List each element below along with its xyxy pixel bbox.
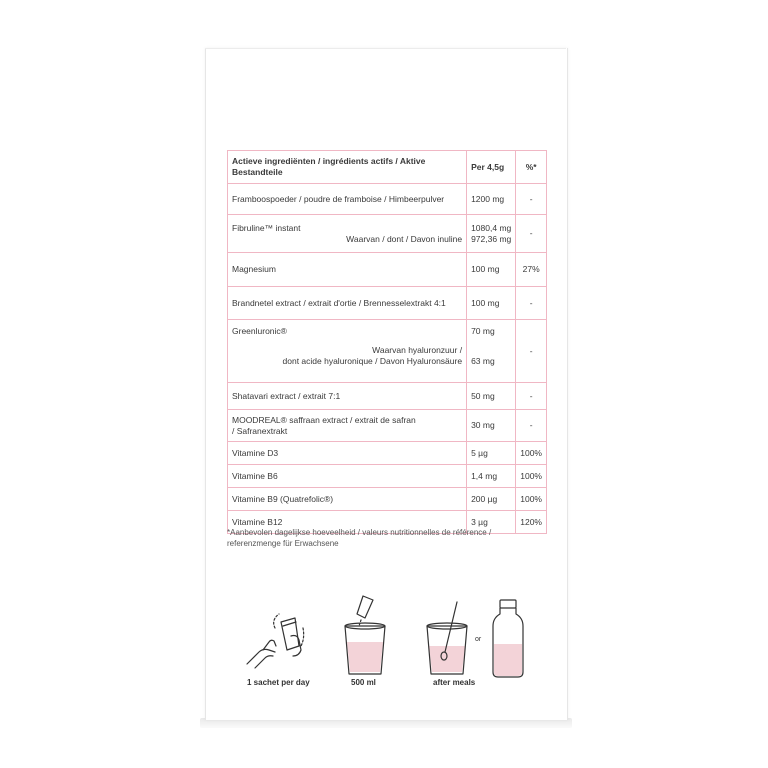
row-name bbox=[228, 410, 467, 442]
nutrition-table bbox=[227, 150, 547, 534]
row-percent: - bbox=[516, 184, 547, 215]
header-amount: Per 4,5g bbox=[467, 151, 516, 184]
tear-sachet-icon bbox=[241, 606, 307, 674]
table-row bbox=[228, 383, 547, 410]
glass-water-icon bbox=[337, 592, 393, 678]
row-sub-amount: 63 mg bbox=[471, 356, 495, 366]
row-percent: 100% bbox=[516, 465, 547, 488]
row-sub-amount: 972,36 mg bbox=[471, 233, 512, 244]
row-name: Magnesium bbox=[228, 253, 467, 287]
row-name: Vitamine D3 bbox=[228, 442, 467, 465]
row-name: Framboospoeder / poudre de framboise / Himbeerpulver bbox=[228, 184, 467, 215]
table-row bbox=[228, 465, 547, 488]
table-row bbox=[228, 184, 547, 215]
footnote bbox=[227, 527, 537, 549]
row-main-amount: 1080,4 mg bbox=[471, 222, 512, 233]
table-row bbox=[228, 215, 547, 253]
row-name: Shatavari extract / extrait 7:1 bbox=[228, 383, 467, 410]
row-percent: 120% bbox=[516, 511, 547, 534]
row-main-name: Greenluronic® bbox=[232, 326, 287, 336]
table-row bbox=[228, 320, 547, 383]
row-sub-name: dont acide hyaluronique / Davon Hyaluronsäure bbox=[282, 356, 463, 366]
row-amount: 1200 mg bbox=[467, 184, 516, 215]
row-amount: 100 mg bbox=[467, 287, 516, 320]
table-row bbox=[228, 410, 547, 442]
row-percent: 27% bbox=[516, 253, 547, 287]
usage-instructions bbox=[227, 592, 547, 702]
row-main-name: Fibruline™ instant bbox=[232, 222, 301, 233]
row-percent: - bbox=[516, 287, 547, 320]
row-percent: - bbox=[516, 320, 547, 383]
header-ingredient: Actieve ingrediënten / ingrédients actifs / Aktive Bestandteile bbox=[228, 151, 467, 184]
row-amount: 100 mg bbox=[467, 253, 516, 287]
row-sub-name: Waarvan hyaluronzuur / bbox=[372, 345, 463, 355]
box-top-edge bbox=[205, 48, 566, 49]
footnote-line: *Aanbevolen dagelijkse hoeveelheid / valeurs nutritionnelles de référence / bbox=[227, 528, 492, 537]
or-label: or bbox=[475, 636, 482, 643]
row-name-line: / Safranextrakt bbox=[232, 425, 288, 436]
step-sachet-label: 1 sachet per day bbox=[247, 678, 310, 687]
row-amount: 200 µg bbox=[467, 488, 516, 511]
row-main-amount: 70 mg bbox=[471, 326, 495, 336]
row-name: Vitamine B6 bbox=[228, 465, 467, 488]
header-percent: %* bbox=[516, 151, 547, 184]
footnote-line: referenzmenge für Erwachsene bbox=[227, 539, 339, 548]
row-percent: 100% bbox=[516, 488, 547, 511]
row-name bbox=[228, 320, 467, 383]
row-amount: 5 µg bbox=[467, 442, 516, 465]
row-percent: - bbox=[516, 410, 547, 442]
row-name: Vitamine B9 (Quatrefolic®) bbox=[228, 488, 467, 511]
row-amount: 1,4 mg bbox=[467, 465, 516, 488]
table-row bbox=[228, 488, 547, 511]
row-amount bbox=[467, 215, 516, 253]
row-name: Brandnetel extract / extrait d'ortie / Brennesselextrakt 4:1 bbox=[228, 287, 467, 320]
row-name: Vitamine B12 bbox=[228, 511, 467, 534]
row-amount: 30 mg bbox=[467, 410, 516, 442]
row-percent: 100% bbox=[516, 442, 547, 465]
table-row bbox=[228, 287, 547, 320]
row-amount: 50 mg bbox=[467, 383, 516, 410]
row-amount: 3 µg bbox=[467, 511, 516, 534]
table-row bbox=[228, 253, 547, 287]
step-volume-label: 500 ml bbox=[351, 678, 376, 687]
table-header-row bbox=[228, 151, 547, 184]
table-row bbox=[228, 442, 547, 465]
row-amount bbox=[467, 320, 516, 383]
step-meals-label: after meals bbox=[433, 678, 476, 687]
row-name bbox=[228, 215, 467, 253]
row-percent: - bbox=[516, 215, 547, 253]
row-sub-name: Waarvan / dont / Davon inuline bbox=[346, 233, 463, 244]
row-percent: - bbox=[516, 383, 547, 410]
row-name-line: MOODREAL® saffraan extract / extrait de safran bbox=[232, 414, 416, 425]
glass-spoon-icon bbox=[423, 600, 475, 678]
bottle-icon bbox=[489, 598, 527, 678]
